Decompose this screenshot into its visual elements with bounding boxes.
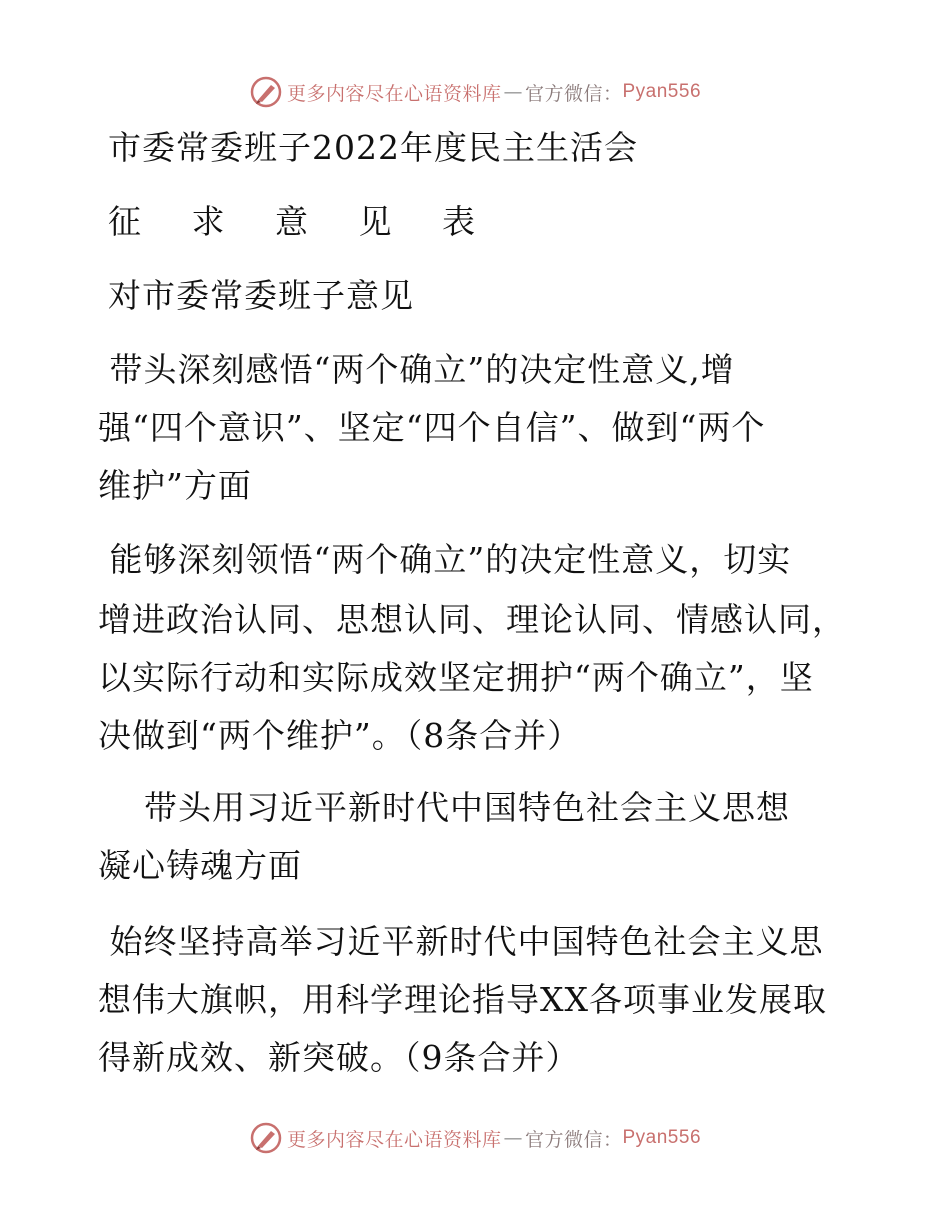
watermark-wechat-label: 官方微信： — [524, 1128, 623, 1151]
watermark-separator: — — [503, 81, 523, 103]
opinion1-line: 增进政治认同、思想认同、理论认同、情感认同， — [98, 600, 846, 639]
opinion2-line: 始终坚持高举习近平新时代中国特色社会主义思 — [98, 922, 824, 961]
topic1-line: 强“四个意识”、坚定“四个自信”、做到“两个 — [98, 408, 766, 447]
watermark-account: Pyan556 — [622, 81, 702, 102]
opinion1-line: 以实际行动和实际成效坚定拥护“两个确立”，坚 — [98, 658, 814, 697]
watermark-banner-bottom — [0, 1118, 950, 1158]
doc-title: 市委常委班子2022年度民主生活会 — [108, 128, 638, 167]
topic1-line: 维护”方面 — [98, 466, 252, 505]
watermark-account: Pyan556 — [622, 1127, 702, 1148]
watermark-banner-top — [0, 72, 950, 112]
watermark-wechat-label: 官方微信： — [524, 82, 623, 105]
opinion2-line: 想伟大旗帜，用科学理论指导XX各项事业发展取 — [98, 980, 827, 1019]
opinion1-line: 决做到“两个维护”。（8条合并） — [98, 716, 582, 755]
opinion2-line: 得新成效、新突破。（9条合并） — [98, 1038, 580, 1077]
section-heading: 对市委常委班子意见 — [108, 276, 414, 315]
topic2-line: 带头用习近平新时代中国特色社会主义思想 — [98, 788, 790, 827]
pen-logo-icon — [249, 1121, 283, 1155]
opinion1-line: 能够深刻领悟“两个确立”的决定性意义，切实 — [98, 540, 792, 579]
watermark-text: 更多内容尽在心语资料库 — [286, 1128, 502, 1151]
watermark-text: 更多内容尽在心语资料库 — [286, 82, 502, 105]
topic1-line: 带头深刻感悟“两个确立”的决定性意义,增 — [98, 350, 735, 389]
watermark-separator: — — [503, 1127, 523, 1149]
pen-logo-icon — [249, 75, 283, 109]
topic2-line: 凝心铸魂方面 — [98, 846, 302, 885]
doc-subtitle: 征 求 意 见 表 — [108, 202, 495, 241]
